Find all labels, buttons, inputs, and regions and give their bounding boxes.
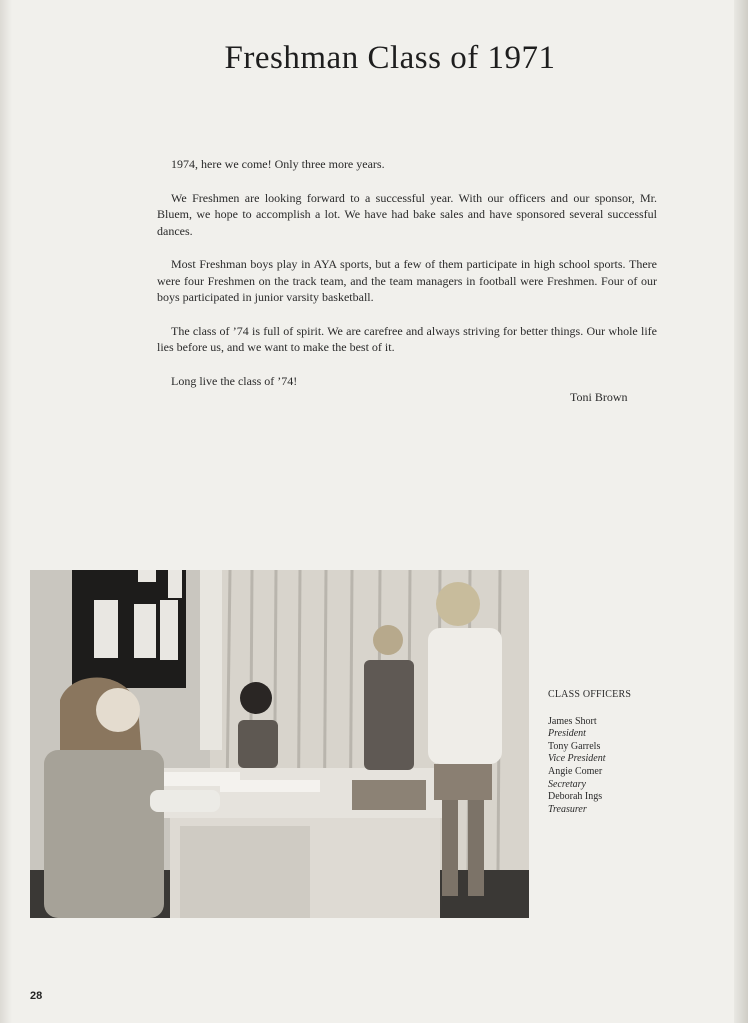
paragraph: 1974, here we come! Only three more years. bbox=[171, 157, 385, 171]
officer-name: James Short bbox=[548, 715, 597, 727]
officer-role: Secretary bbox=[548, 778, 586, 790]
officer-role: President bbox=[548, 728, 586, 740]
paragraph: Most Freshman boys play in AYA sports, but a few of them participate in high school sports. There were four Freshmen on the track team, and the team managers in football were Freshmen. Four of our boys participated in junior varsity basketball. bbox=[157, 257, 657, 304]
class-officers-list bbox=[548, 689, 631, 816]
officer-name: Tony Garrels bbox=[548, 740, 601, 752]
officers-heading: CLASS OFFICERS bbox=[548, 689, 632, 700]
page-edge bbox=[734, 0, 748, 1023]
paragraph: We Freshmen are looking forward to a successful year. With our officers and our sponsor, Mr. Bluem, we hope to accomplish a lot. We have had bake sales and have sponsored several successful dances. bbox=[157, 190, 657, 238]
page-binding-shadow bbox=[0, 0, 12, 1023]
officer-name: Deborah Ings bbox=[548, 791, 603, 803]
page-title: Freshman Class of 1971 bbox=[224, 40, 556, 76]
class-officers-photo bbox=[30, 570, 529, 918]
officer-name: Angie Comer bbox=[548, 765, 603, 777]
page-number: 28 bbox=[30, 990, 43, 1002]
paragraph: Long live the class of ’74! bbox=[171, 373, 298, 388]
officer-role: Vice President bbox=[548, 753, 606, 765]
officer-role: Treasurer bbox=[548, 803, 587, 815]
article-body bbox=[157, 156, 657, 406]
author-signature: Toni Brown bbox=[570, 390, 628, 404]
paragraph: The class of ’74 is full of spirit. We are carefree and always striving for better things. Our whole life lies before us, and we want to make the best of it. bbox=[157, 323, 657, 354]
